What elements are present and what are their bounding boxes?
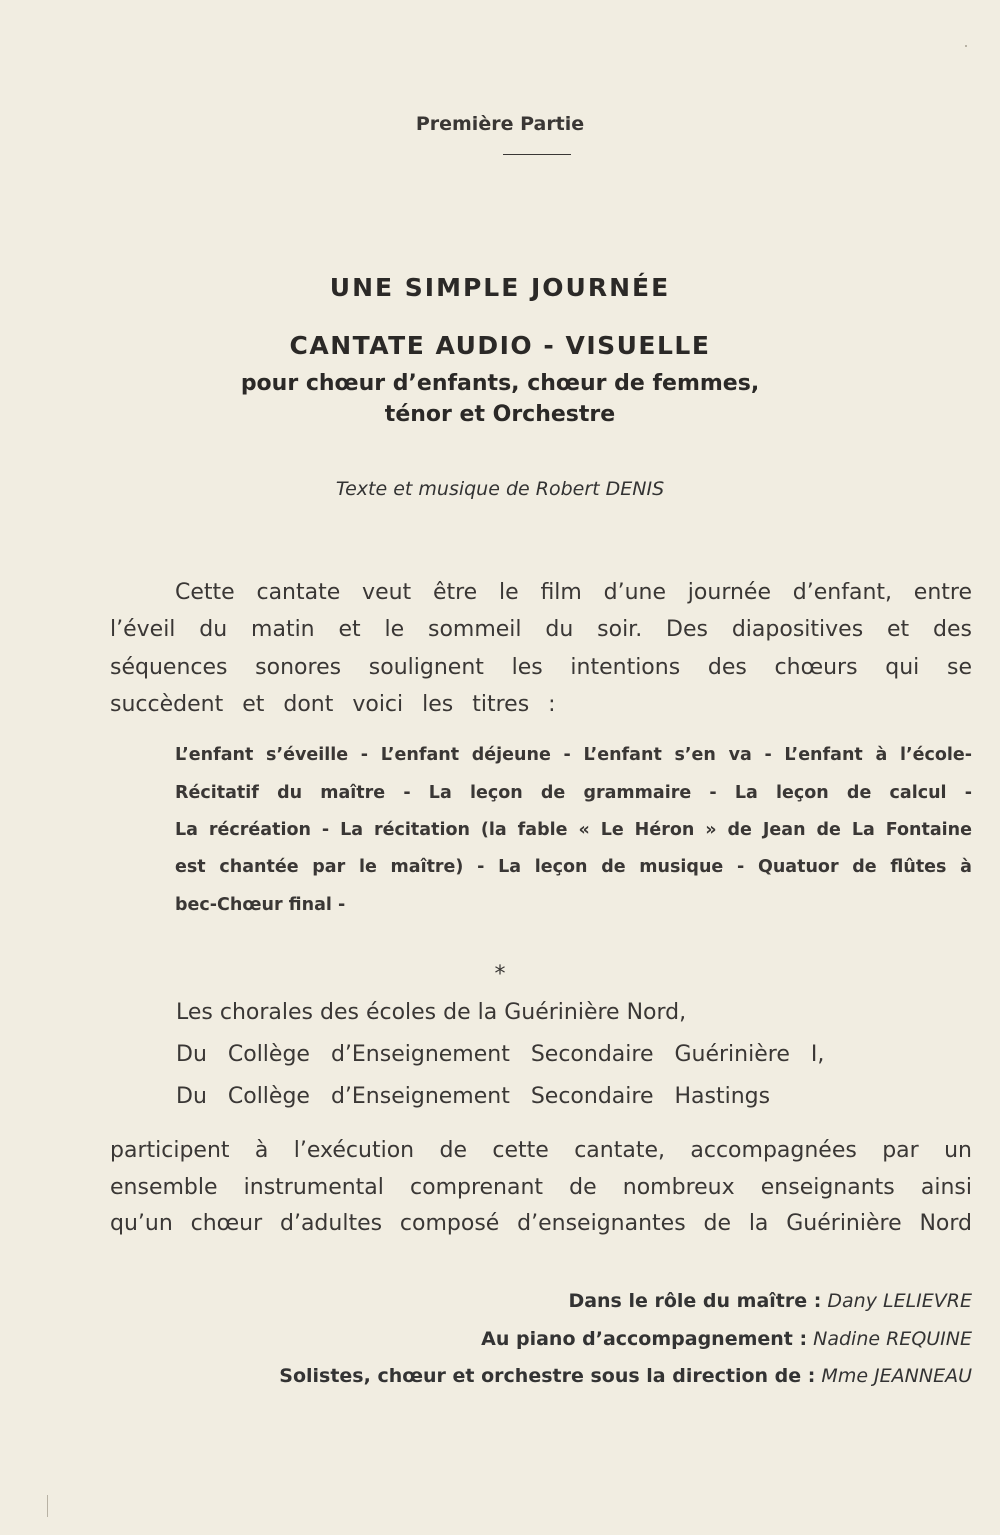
author-credit: Texte et musique de Robert DENIS bbox=[335, 478, 665, 500]
section-separator: * bbox=[494, 962, 506, 987]
intro-line: l’éveil du matin et le sommeil du soir. Des diapositives et des bbox=[110, 617, 972, 642]
credit-row bbox=[279, 1365, 972, 1387]
credit-name: Dany LELIEVRE bbox=[827, 1290, 972, 1312]
instrumentation-line-2: ténor et Orchestre bbox=[384, 402, 616, 427]
credit-role: Au piano d’accompagnement : bbox=[481, 1328, 808, 1350]
credit-name: Nadine REQUINE bbox=[813, 1328, 972, 1350]
paper-mark bbox=[47, 1495, 48, 1517]
work-subtitle: CANTATE AUDIO - VISUELLE bbox=[289, 331, 711, 360]
participation-line: participent à l’exécution de cette cantate, accompagnées par un bbox=[110, 1138, 972, 1163]
choruses-line: La récréation - La récitation (la fable « Le Héron » de Jean de La Fontaine bbox=[175, 820, 972, 840]
heading-underline bbox=[503, 154, 571, 155]
credit-row bbox=[481, 1328, 972, 1350]
choruses-line: Récitatif du maître - La leçon de grammaire - La leçon de calcul - bbox=[175, 783, 972, 803]
participation-line: ensemble instrumental comprenant de nombreux enseignants ainsi bbox=[110, 1175, 972, 1200]
choruses-line: est chantée par le maître) - La leçon de musique - Quatuor de flûtes à bbox=[175, 857, 972, 877]
choruses-line: L’enfant s’éveille - L’enfant déjeune - L’enfant s’en va - L’enfant à l’école- bbox=[175, 745, 972, 765]
choir-line: Du Collège d’Enseignement Secondaire Hastings bbox=[176, 1084, 771, 1109]
credit-row bbox=[568, 1290, 972, 1312]
instrumentation-line-1: pour chœur d’enfants, chœur de femmes, bbox=[240, 371, 760, 396]
credit-role: Dans le rôle du maître : bbox=[568, 1290, 822, 1312]
intro-line: séquences sonores soulignent les intentions des chœurs qui se bbox=[110, 655, 972, 680]
choir-line: Du Collège d’Enseignement Secondaire Guérinière I, bbox=[176, 1042, 825, 1067]
work-title: UNE SIMPLE JOURNÉE bbox=[329, 273, 671, 302]
credit-role: Solistes, chœur et orchestre sous la direction de : bbox=[279, 1365, 816, 1387]
intro-line: Cette cantate veut être le film d’une journée d’enfant, entre bbox=[175, 580, 972, 605]
part-heading: Première Partie bbox=[415, 113, 585, 135]
credit-name: Mme JEANNEAU bbox=[821, 1365, 972, 1387]
choruses-line: bec-Chœur final - bbox=[175, 895, 346, 915]
paper-mark bbox=[965, 45, 967, 47]
participation-line: qu’un chœur d’adultes composé d’enseignantes de la Guérinière Nord bbox=[110, 1211, 972, 1236]
intro-line: succèdent et dont voici les titres : bbox=[110, 692, 556, 717]
choir-line: Les chorales des écoles de la Guérinière Nord, bbox=[176, 1000, 687, 1025]
